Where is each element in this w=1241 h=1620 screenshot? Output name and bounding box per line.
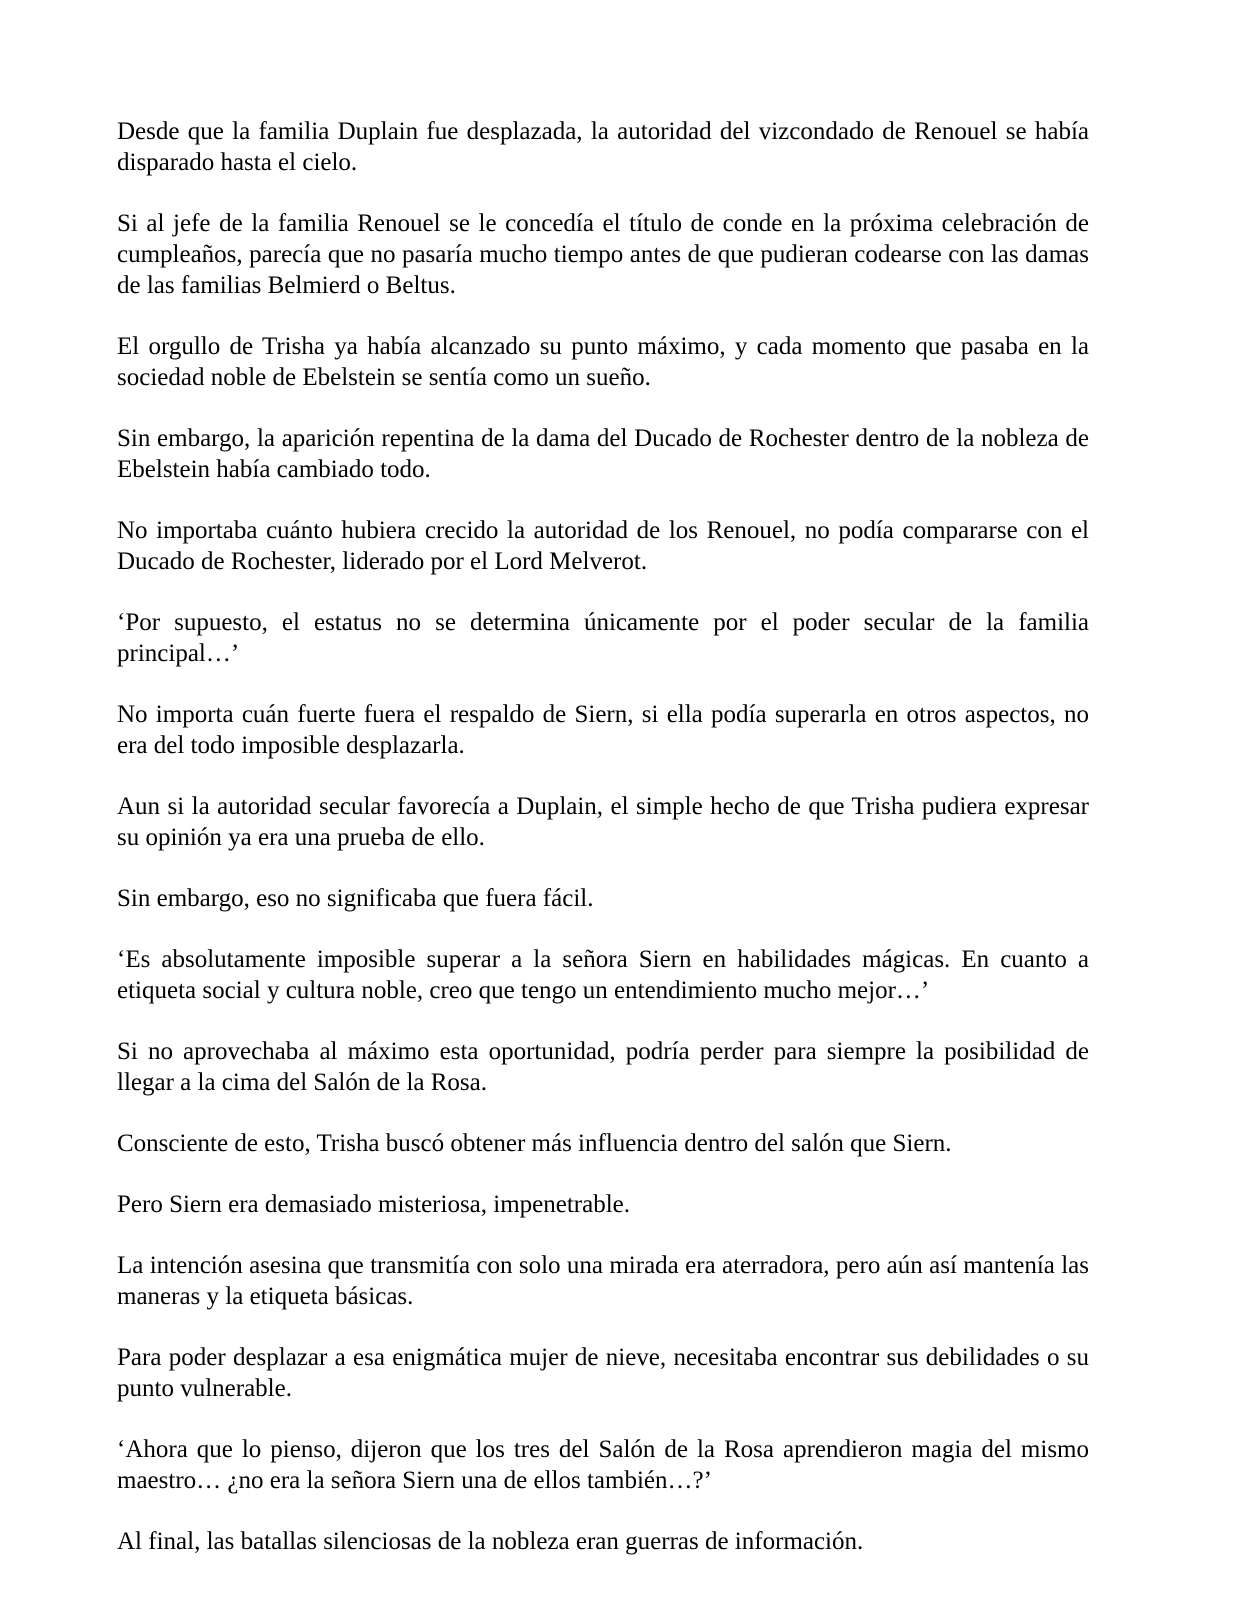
paragraph-5: No importaba cuánto hubiera crecido la autoridad de los Renouel, no podía compararse con el Ducado de Rochester, liderado por el Lord Melverot. bbox=[117, 517, 1089, 575]
paragraph-1: Desde que la familia Duplain fue desplazada, la autoridad del vizcondado de Renouel se había disparado hasta el cielo. bbox=[117, 118, 1089, 176]
paragraph-6: ‘Por supuesto, el estatus no se determina únicamente por el poder secular de la familia principal…’ bbox=[117, 609, 1089, 667]
paragraph-9: Sin embargo, eso no significaba que fuera fácil. bbox=[117, 885, 594, 912]
page-body bbox=[117, 116, 1089, 1587]
paragraph-17: Al final, las batallas silenciosas de la nobleza eran guerras de información. bbox=[117, 1528, 864, 1555]
paragraph-7: No importa cuán fuerte fuera el respaldo de Siern, si ella podía superarla en otros aspectos, no era del todo imposible desplazarla. bbox=[117, 701, 1089, 759]
paragraph-10: ‘Es absolutamente imposible superar a la señora Siern en habilidades mágicas. En cuanto a etiqueta social y cultura noble, creo que tengo un entendimiento mucho mejor…’ bbox=[117, 946, 1089, 1004]
paragraph-8: Aun si la autoridad secular favorecía a Duplain, el simple hecho de que Trisha pudiera expresar su opinión ya era una prueba de ello. bbox=[117, 793, 1089, 851]
paragraph-16: ‘Ahora que lo pienso, dijeron que los tres del Salón de la Rosa aprendieron magia del mismo maestro… ¿no era la señora Siern una de ellos también…?’ bbox=[117, 1436, 1089, 1494]
paragraph-14: La intención asesina que transmitía con solo una mirada era aterradora, pero aún así mantenía las maneras y la etiqueta básicas. bbox=[117, 1252, 1089, 1310]
paragraph-15: Para poder desplazar a esa enigmática mujer de nieve, necesitaba encontrar sus debilidades o su punto vulnerable. bbox=[117, 1344, 1089, 1402]
paragraph-4: Sin embargo, la aparición repentina de la dama del Ducado de Rochester dentro de la nobleza de Ebelstein había cambiado todo. bbox=[117, 425, 1089, 483]
paragraph-11: Si no aprovechaba al máximo esta oportunidad, podría perder para siempre la posibilidad de llegar a la cima del Salón de la Rosa. bbox=[117, 1038, 1089, 1096]
paragraph-12: Consciente de esto, Trisha buscó obtener más influencia dentro del salón que Siern. bbox=[117, 1130, 952, 1157]
paragraph-3: El orgullo de Trisha ya había alcanzado su punto máximo, y cada momento que pasaba en la sociedad noble de Ebelstein se sentía como un sueño. bbox=[117, 333, 1089, 391]
paragraph-13: Pero Siern era demasiado misteriosa, impenetrable. bbox=[117, 1191, 631, 1218]
paragraph-2: Si al jefe de la familia Renouel se le concedía el título de conde en la próxima celebración de cumpleaños, parecía que no pasaría mucho tiempo antes de que pudieran codearse con las damas de las familias Belmierd o Beltus. bbox=[117, 210, 1089, 299]
